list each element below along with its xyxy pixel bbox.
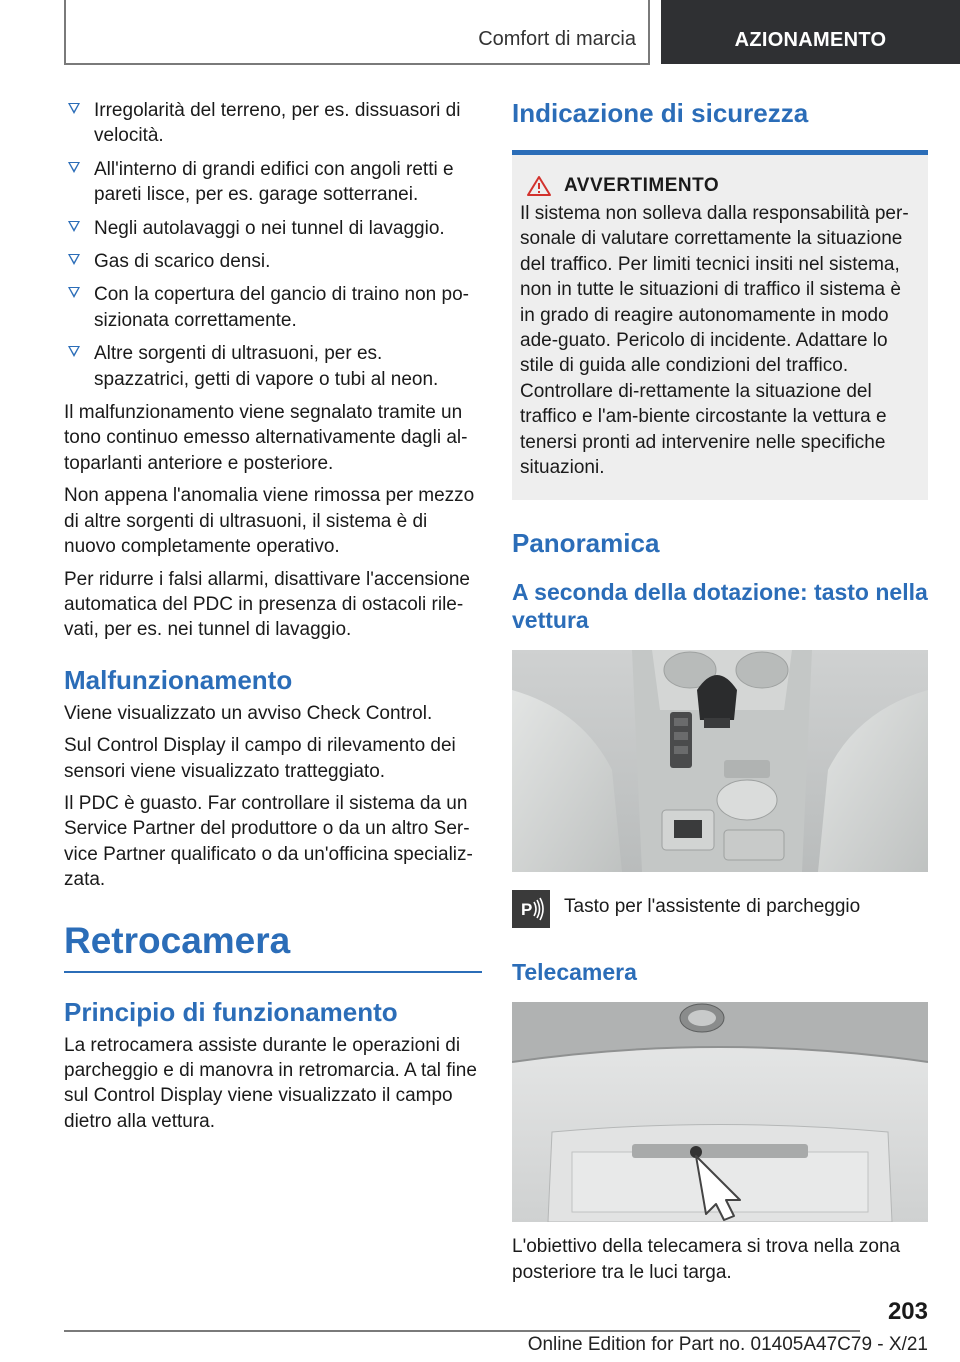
left-column bbox=[64, 98, 482, 1141]
malfunction-paragraph-3: Il PDC è guasto. Far controllare il sistema da un Service Partner del produttore o da un altro Ser-vice Partner qualificato o da un'officina specializ-zata. bbox=[64, 792, 473, 891]
parking-assistant-icon bbox=[512, 890, 550, 928]
footer-edition: Online Edition for Part no. 01405A47C79 - X/21 bbox=[527, 1334, 928, 1355]
malfunction-heading: Malfunzionamento bbox=[64, 664, 293, 695]
button-heading: A seconda della dotazione: tasto nella vettura bbox=[512, 579, 928, 634]
list-item-text: Gas di scarico densi. bbox=[94, 251, 271, 273]
overview-heading: Panoramica bbox=[512, 528, 660, 559]
right-column bbox=[512, 98, 928, 1292]
camera-heading: Telecamera bbox=[512, 959, 637, 986]
svg-text:P: P bbox=[521, 900, 533, 920]
warning-text: Il sistema non solleva dalla responsabilità per-sonale di valutare correttamente la situazione del traffico. Per limiti tecnici insiti nel sistema, non in tutte le situazioni di traffico il sistema è in grado di reagire autonomamente in modo ade-guato. Pericolo di incidente. Adattare lo stile di guida alle condizioni del traffico. Controllare di-rettamente la situazione del traffico e l'am-biente circostante la vettura e tenersi pronti ad intervenire nelle specifiche situazioni. bbox=[520, 203, 909, 479]
paragraph-recovery: Non appena l'anomalia viene rimossa per mezzo di altre sorgenti di ultrasuoni, il sistema è di nuovo completamente operativo. bbox=[64, 485, 475, 558]
list-item bbox=[64, 282, 482, 333]
rear-camera-title: Retrocamera bbox=[64, 919, 482, 973]
list-item bbox=[64, 157, 482, 208]
warning-title: AVVERTIMENTO bbox=[564, 175, 720, 196]
list-item bbox=[64, 98, 482, 149]
button-legend-text: Tasto per l'assistente di parcheggio bbox=[564, 896, 861, 918]
header-chapter-tab[interactable] bbox=[661, 0, 960, 64]
safety-heading: Indicazione di sicurezza bbox=[512, 98, 809, 128]
list-item-text: Con la copertura del gancio di traino non po-sizionata correttamente. bbox=[94, 284, 469, 331]
list-item bbox=[64, 216, 482, 241]
malfunction-paragraph-2: Sul Control Display il campo di rilevamento dei sensori viene visualizzato tratteggiato. bbox=[64, 735, 456, 782]
header-section-title: Comfort di marcia bbox=[478, 28, 636, 50]
center-console-photo bbox=[512, 650, 928, 872]
warning-box bbox=[512, 150, 928, 500]
warning-header bbox=[520, 175, 920, 197]
triangle-bullet-icon bbox=[68, 346, 80, 357]
list-item-text: All'interno di grandi edifici con angoli retti e pareti lisce, per es. garage sotterranei. bbox=[94, 158, 454, 206]
footer-rule bbox=[64, 1330, 860, 1332]
list-item-text: Altre sorgenti di ultrasuoni, per es. spazzatrici, getti di vapore o tubi al neon. bbox=[94, 343, 439, 390]
camera-caption: L'obiettivo della telecamera si trova nella zona posteriore tra le luci targa. bbox=[512, 1236, 901, 1283]
warning-triangle-icon bbox=[526, 175, 552, 197]
list-item-text: Irregolarità del terreno, per es. dissuasori di velocità. bbox=[94, 100, 461, 147]
paragraph-false-alarm: Per ridurre i falsi allarmi, disattivare l'accensione automatica del PDC in presenza di ostacoli rile-vati, per es. nei tunnel di lavaggio. bbox=[64, 568, 470, 641]
header-chapter-label: AZIONAMENTO bbox=[734, 28, 887, 51]
triangle-bullet-icon bbox=[68, 103, 80, 114]
triangle-bullet-icon bbox=[68, 254, 80, 265]
paragraph-signal: Il malfunzionamento viene segnalato tramite un tono continuo emesso alternativamente dagli al-toparlanti anteriore e posteriore. bbox=[64, 402, 468, 474]
principle-heading: Principio di funzionamento bbox=[64, 996, 398, 1027]
header-rule-bottom bbox=[64, 63, 650, 65]
malfunction-paragraph-1: Viene visualizzato un avviso Check Control. bbox=[64, 702, 433, 724]
triangle-bullet-icon bbox=[68, 221, 80, 232]
principle-paragraph: La retrocamera assiste durante le operazioni di parcheggio e di manovra in retromarcia. A tal fine sul Control Display viene visualizzato il campo dietro alla vettura. bbox=[64, 1034, 477, 1132]
limit-bullet-list bbox=[64, 98, 482, 392]
list-item bbox=[64, 249, 482, 274]
button-legend bbox=[512, 890, 928, 928]
camera-photo bbox=[512, 1002, 928, 1222]
triangle-bullet-icon bbox=[68, 287, 80, 298]
list-item bbox=[64, 341, 482, 392]
list-item-text: Negli autolavaggi o nei tunnel di lavaggio. bbox=[94, 217, 445, 239]
header-rule-divider bbox=[648, 0, 650, 64]
page-number: 203 bbox=[887, 1298, 928, 1325]
triangle-bullet-icon bbox=[68, 162, 80, 173]
